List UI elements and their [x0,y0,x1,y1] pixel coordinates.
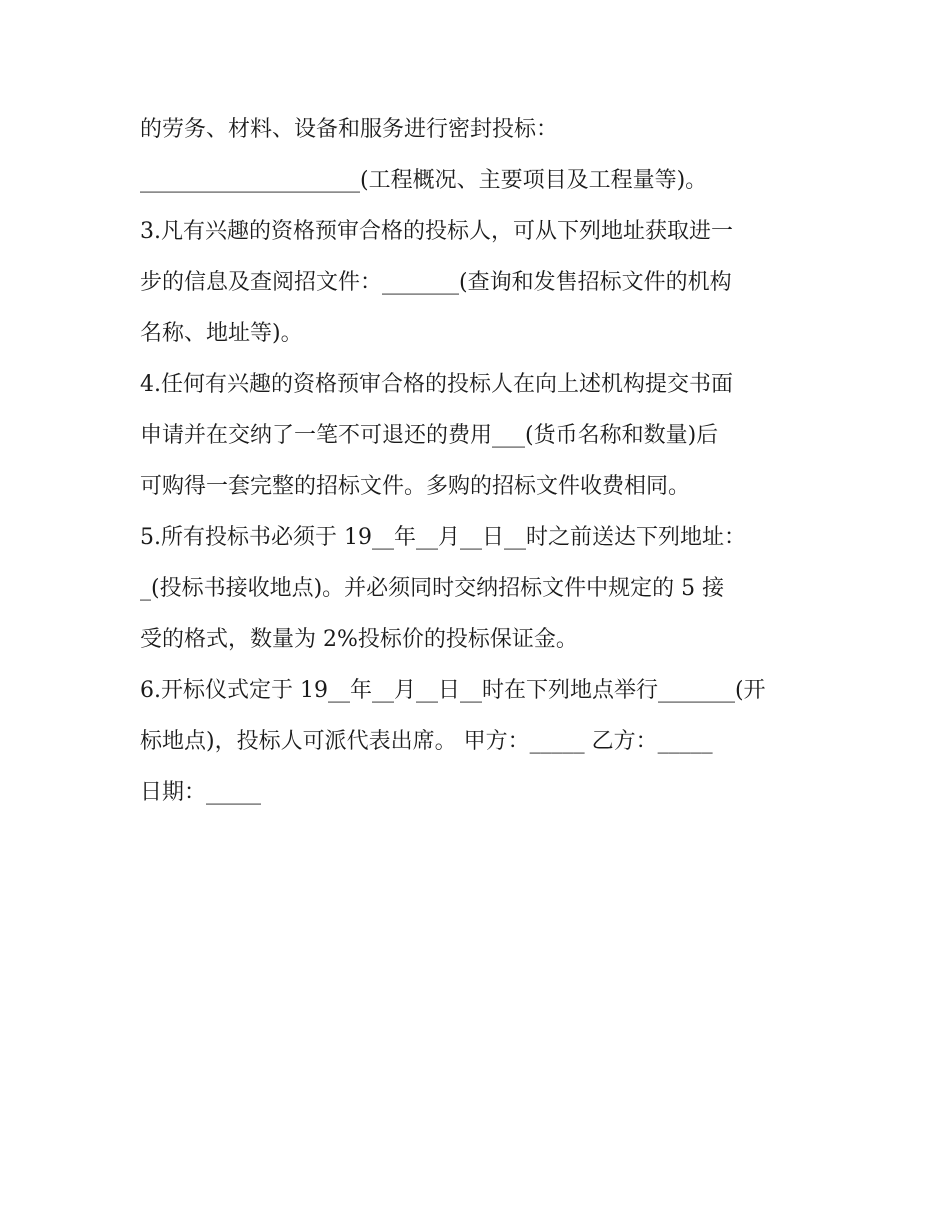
text-line: 名称、地址等)。 [140,321,303,346]
text-line: 5.所有投标书必须于 19__年__月__日__时之前送达下列地址： [140,525,746,550]
text-line: 6.开标仪式定于 19__年__月__日__时在下列地点举行_______(开 [140,678,766,703]
document-body [140,104,812,818]
text-line: _(投标书接收地点)。并必须同时交纳招标文件中规定的 5 接 [140,576,725,601]
text-line: 日期：_____ [140,780,262,805]
text-line: 可购得一套完整的招标文件。多购的招标文件收费相同。 [140,474,691,499]
text-line: 3.凡有兴趣的资格预审合格的投标人，可从下列地址获取进一 [140,219,733,244]
text-line: 步的信息及查阅招文件：_______(查询和发售招标文件的机构 [140,270,732,295]
text-line: ____________________(工程概况、主要项目及工程量等)。 [140,168,708,193]
text-line: 4.任何有兴趣的资格预审合格的投标人在向上述机构提交书面 [140,372,733,397]
text-line: 受的格式，数量为 2%投标价的投标保证金。 [140,627,578,652]
text-line: 标地点)，投标人可派代表出席。 甲方：_____ 乙方：_____ [140,729,713,754]
text-line: 的劳务、材料、设备和服务进行密封投标： [140,117,559,142]
text-line: 申请并在交纳了一笔不可退还的费用___(货币名称和数量)后 [140,423,719,448]
